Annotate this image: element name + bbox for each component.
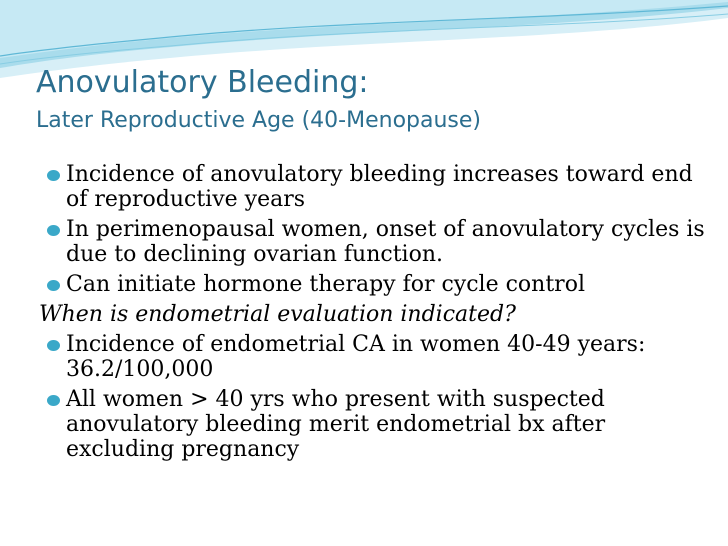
bullet-item	[46, 217, 716, 267]
bullet-text: Can initiate hormone therapy for cycle control	[66, 272, 585, 297]
slide-content	[39, 162, 716, 467]
bullet-icon	[47, 280, 60, 291]
title-block	[36, 64, 716, 136]
bullet-text: Incidence of endometrial CA in women 40-49 years: 36.2/100,000	[66, 332, 646, 382]
bullet-text: Incidence of anovulatory bleeding increases toward end of reproductive years	[66, 162, 693, 212]
bullet-item	[46, 162, 716, 212]
bullet-item	[46, 387, 716, 462]
question-line: When is endometrial evaluation indicated?	[39, 302, 516, 327]
slide-title: Anovulatory Bleeding:	[36, 65, 369, 100]
bullet-icon	[47, 340, 60, 351]
bullet-item	[46, 332, 716, 382]
bullet-icon	[47, 395, 60, 406]
slide-subtitle: Later Reproductive Age (40-Menopause)	[36, 108, 481, 133]
bullet-icon	[47, 170, 60, 181]
bullet-text: All women > 40 yrs who present with suspected anovulatory bleeding merit endometrial bx after excluding pregnancy	[66, 387, 606, 462]
bullet-icon	[47, 225, 60, 236]
bullet-text: In perimenopausal women, onset of anovulatory cycles is due to declining ovarian function.	[66, 217, 705, 267]
bullet-item	[46, 272, 716, 297]
